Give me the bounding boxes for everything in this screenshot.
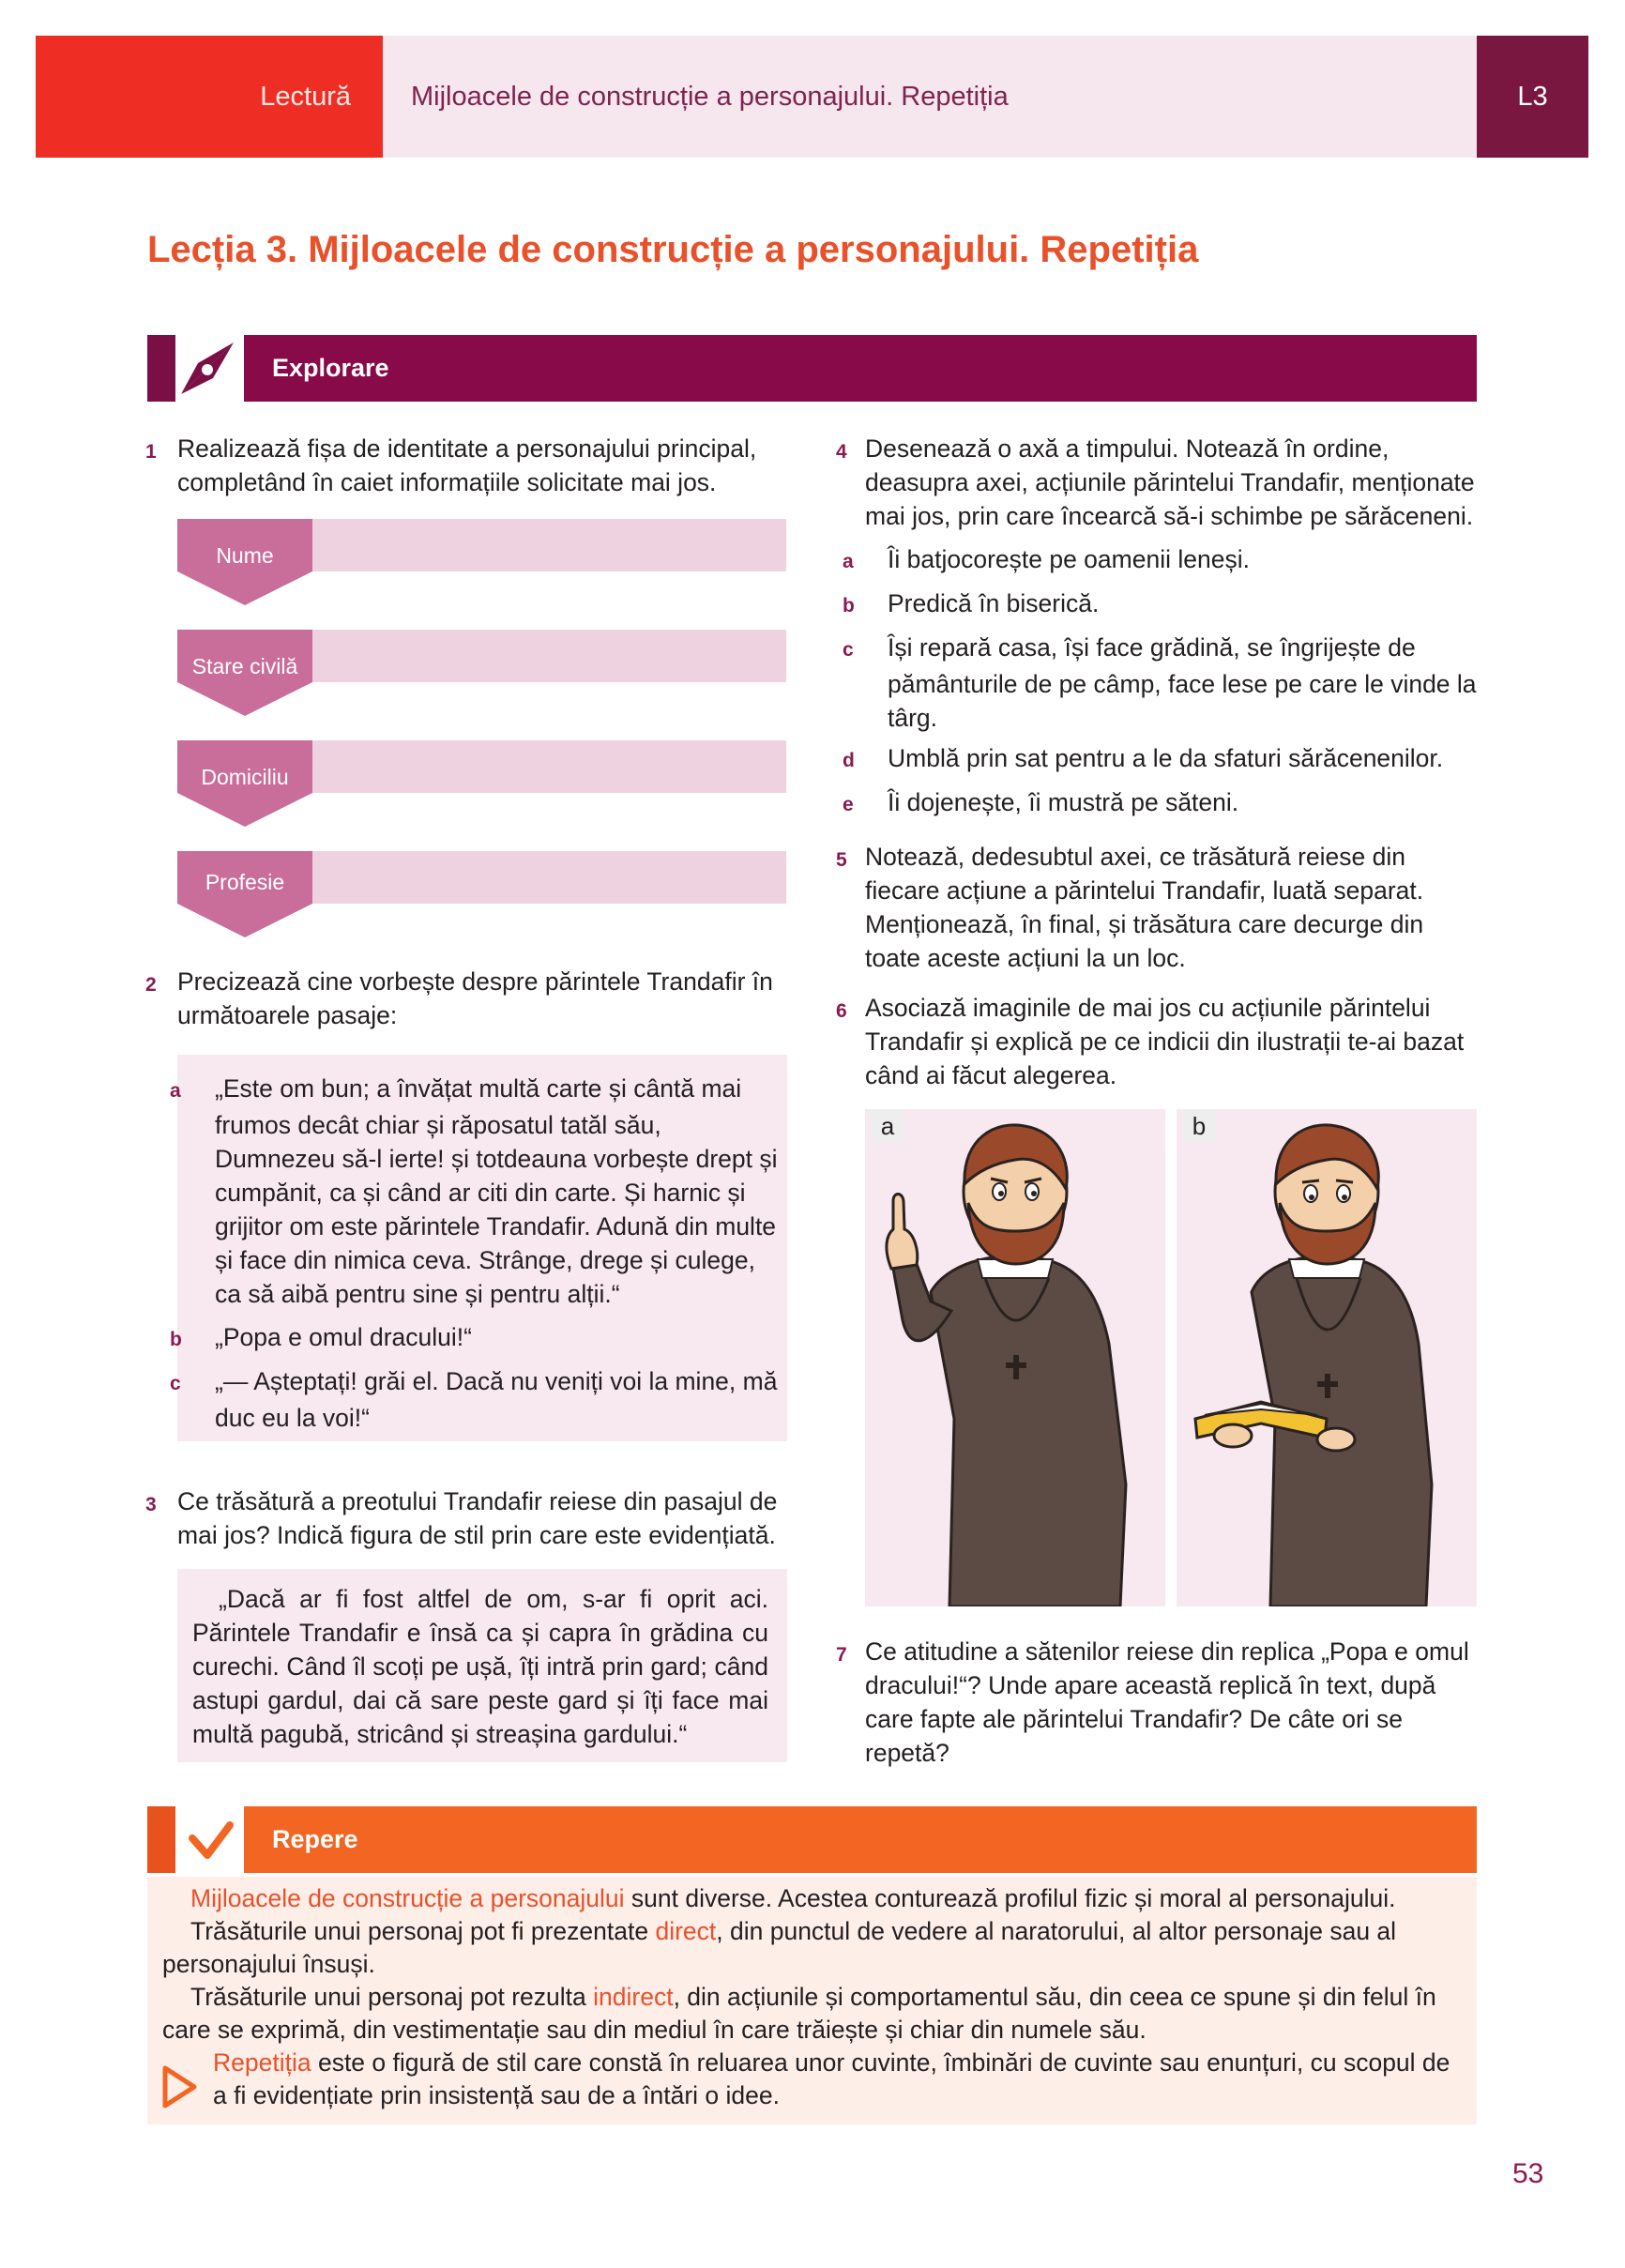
page-number: 53 <box>1512 2158 1544 2189</box>
field-input-name <box>312 519 786 571</box>
header-section <box>36 36 383 158</box>
q3-number: 3 <box>145 1494 157 1515</box>
field-input-profession <box>312 851 786 904</box>
priest-reading-figure <box>1177 1109 1477 1606</box>
field-arrow <box>177 571 312 605</box>
field-arrow <box>177 682 312 716</box>
q3-quote: „Dacă ar fi fost altfel de om, s-ar fi oprit aci. Părintele Trandafir e însă ca și capra în grădina cu curechi. Când îl scoți pe ușă, îți intră prin gard; când astupi gardul, dai că sare peste gard și îți face mai multă pagubă, stricând și streașina gardului.“ <box>192 1585 768 1748</box>
priest-pointing-figure <box>865 1109 1165 1606</box>
repere-p4: Repetiția este o figură de stil care constă în reluarea unor cuvinte, îmbinări de cuvinte sau enunțuri, cu scopul de a fi evidențiate prin insistență sau de a întări o idee. <box>213 2048 1450 2109</box>
q5-text: Notează, dedesubtul axei, ce trăsătură reiese din fiecare acțiune a părintelui Trandafir, luată separat. Menționează, în final, și trăsătura care decurge din toate aceste acțiuni la un loc. <box>865 843 1424 972</box>
q2-quotes-box <box>170 1055 787 1441</box>
field-input-domicile <box>312 740 786 793</box>
q4-item-b: b Predică în biserică. <box>843 589 1100 617</box>
q7-number: 7 <box>836 1644 847 1666</box>
repere-p3: Trăsăturile unui personaj pot rezulta indirect, din acțiunile și comportamentul său, din ceea ce spune și din felul în care se exprimă, din vestimentație sau din mediul în care trăiește și chiar din numele său. <box>162 1983 1436 2044</box>
header-code-label: L3 <box>1517 82 1548 112</box>
lesson-title: Lecția 3. Mijloacele de construcție a personajului. Repetiția <box>147 229 1199 270</box>
repere-label: Repere <box>272 1825 358 1853</box>
q5-number: 5 <box>836 849 847 871</box>
header-lesson-code <box>1477 36 1588 158</box>
q2-item-a: a „Este om bun; a învățat multă carte și cântă mai frumos decât chiar și răposatul tatăl său, Dumnezeu să-l ierte! și totdeauna vorbește drept și cumpănit, ca și când ar citi din carte. Și harnic și grijitor om este părintele Trandafir. Adună din multe și face din nimica ceva. Strânge, drege și culege, ca să aibă pentru sine și pentru alții.“ <box>170 1074 778 1308</box>
repere-p2: Trăsăturile unui personaj pot fi prezentate direct, din punctul de vedere al naratorului, al altor personaje sau al personajului însuși. <box>162 1917 1397 1978</box>
q2-item-c: c „— Așteptați! grăi el. Dacă nu veniți voi la mine, mă duc eu la voi!“ <box>170 1367 778 1432</box>
field-arrow <box>177 904 312 937</box>
field-label-civil-status: Stare civilă <box>177 630 312 682</box>
q4-item-a: a Îi batjocorește pe oamenii leneși. <box>843 545 1250 573</box>
field-arrow <box>177 793 312 827</box>
q1-text: Realizează fișa de identitate a personajului principal, completând în caiet informațiile solicitate mai jos. <box>177 434 757 496</box>
q7-text: Ce atitudine a sătenilor reiese din replica „Popa e omul dracului!“? Unde apare această replică în text, după care fapte ale părintelui Trandafir? De câte ori se repetă? <box>865 1637 1469 1767</box>
field-label-profession: Profesie <box>177 851 312 904</box>
q4-item-e: e Îi dojenește, îi mustră pe săteni. <box>843 788 1239 816</box>
repere-bar-edge <box>147 1806 175 1873</box>
compass-needle-icon <box>175 335 244 402</box>
play-arrow-icon <box>160 2064 198 2109</box>
repere-p1: Mijloacele de construcție a personajului sunt diverse. Acestea conturează profilul fizic și moral al personajului. <box>190 1884 1396 1912</box>
checkmark-icon <box>175 1806 244 1873</box>
repere-box <box>147 1877 1477 2124</box>
explorare-bar-edge <box>147 335 175 402</box>
illustration-tag-a: a <box>871 1109 904 1143</box>
q4-item-d: d Umblă prin sat pentru a le da sfaturi sărăcenenilor. <box>843 744 1444 772</box>
illustration-priest-reading <box>1177 1109 1477 1606</box>
field-label-name: Nume <box>177 519 312 571</box>
q3-text: Ce trăsătură a preotului Trandafir reiese din pasajul de mai jos? Indică figura de stil prin care este evidențiată. <box>177 1487 778 1549</box>
explorare-bar <box>244 335 1477 402</box>
q2-item-b: b „Popa e omul dracului!“ <box>170 1323 472 1351</box>
header-topic <box>383 36 1477 158</box>
q1-number: 1 <box>145 441 157 463</box>
q4-text: Desenează o axă a timpului. Notează în ordine, deasupra axei, acțiunile părintelui Trandafir, menționate mai jos, prin care încearcă să-i schimbe pe sărăceneni. <box>865 434 1475 530</box>
header-section-label: Lectură <box>260 82 351 112</box>
q6-number: 6 <box>836 1000 847 1022</box>
illustration-priest-pointing <box>865 1109 1165 1606</box>
q3-quote-box <box>177 1569 787 1762</box>
header-topic-label: Mijloacele de construcție a personajului. Repetiția <box>411 82 1009 112</box>
explorare-label: Explorare <box>272 354 389 382</box>
field-input-civil-status <box>312 630 786 682</box>
q4-item-c: c Își repară casa, își face grădină, se îngrijește de pământurile de pe câmp, face lese pe care le vinde la târg. <box>843 633 1477 732</box>
q2-number: 2 <box>145 974 157 996</box>
field-label-domicile: Domiciliu <box>177 740 312 793</box>
q2-text: Precizează cine vorbește despre părintele Trandafir în următoarele pasaje: <box>177 967 773 1029</box>
illustration-tag-b: b <box>1182 1109 1216 1143</box>
q6-text: Asociază imaginile de mai jos cu acțiunile părintelui Trandafir și explică pe ce indicii din ilustrații te-ai bazat când ai făcut alegerea. <box>865 994 1465 1089</box>
q4-number: 4 <box>836 441 847 463</box>
repere-bar <box>244 1806 1477 1873</box>
